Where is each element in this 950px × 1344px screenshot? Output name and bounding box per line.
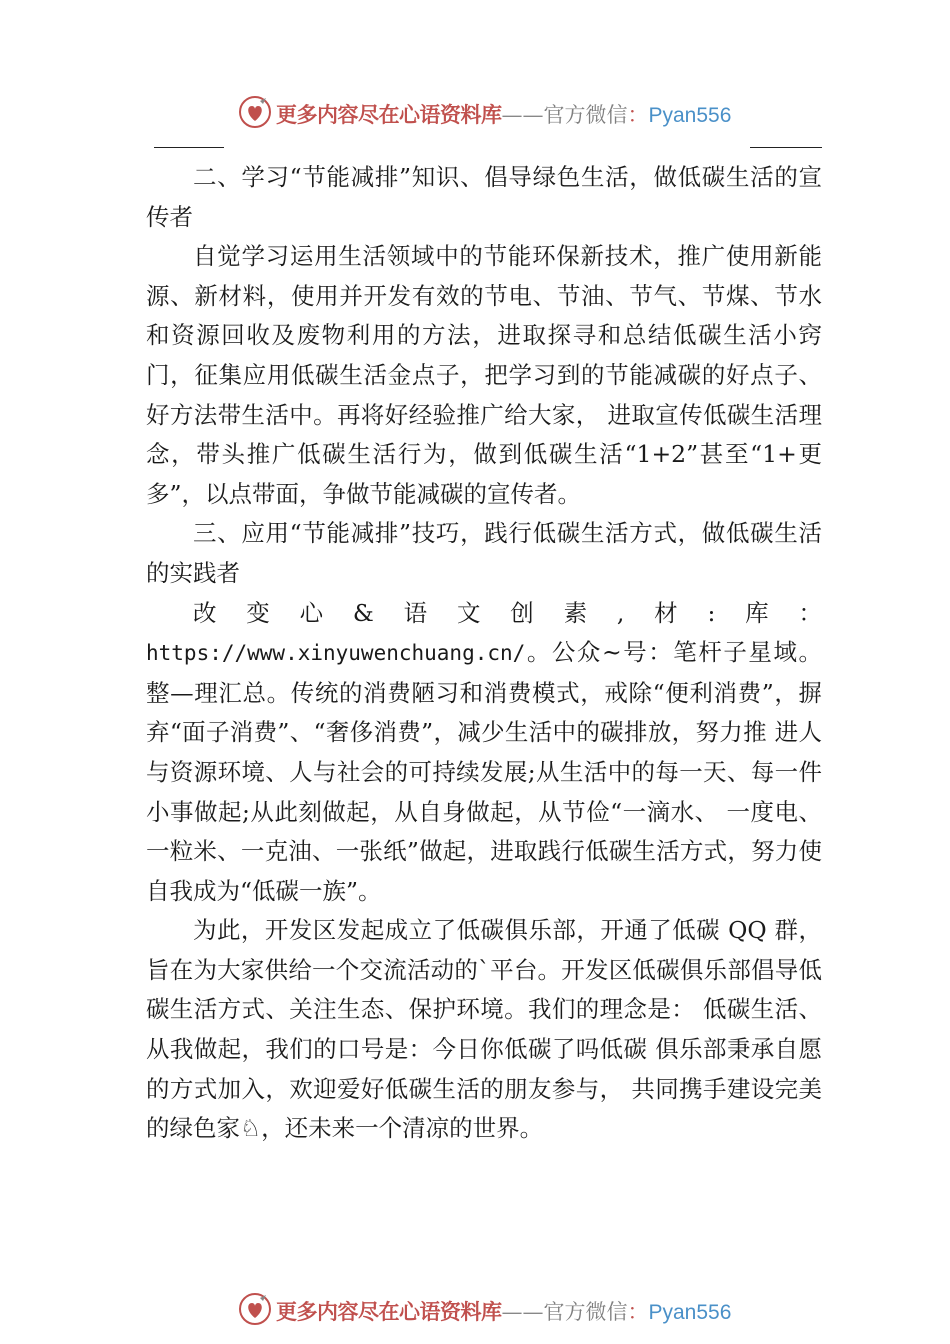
document-body [146,158,822,1149]
banner-site-name: 更多内容尽在心语资料库 [276,102,502,127]
heart-pen-logo-icon [238,95,272,129]
banner-wechat-id: Pyan556 [648,104,732,127]
paragraph: 自觉学习运用生活领域中的节能环保新技术，推广使用新能源、新材料，使用并开发有效的节电、节油、节气、节煤、节水和资源回收及废物利用的方法，进取探寻和总结低碳生活小窍门，征集应用低碳生活金点子，把学习到的节能减碳的好点子、好方法带生活中。再将好经验推广给大家， 进取宣传低碳生活理念，带头推广低碳生活行为，做到低碳生活“1+2”甚至“1+更多”，以点带面，争做节能减碳的宣传者。 [146,242,822,508]
banner-text [276,1296,731,1326]
paragraph-part: 改变心&语文创素,材:库： [193,598,822,627]
footer-banner [0,1290,950,1330]
section-heading-2: 二、学习“节能减排”知识、倡导绿色生活，做低碳生活的宣传者 [146,163,822,231]
url-link[interactable]: https://www.xinyuwenchuang.cn/ [146,641,526,666]
banner-wechat-label: 官方微信 [543,1300,628,1324]
header-rule-right [750,147,822,148]
paragraph-with-url [146,594,822,912]
section-heading-3: 三、应用“节能减排”技巧，践行低碳生活方式，做低碳生活的实践者 [146,519,822,587]
banner-colon: ： [627,1300,649,1324]
header-rule-left [154,147,224,148]
heart-pen-logo-icon [238,1292,272,1326]
banner-wechat-id: Pyan556 [648,1301,732,1324]
banner-colon: ： [627,103,649,127]
banner-dash: —— [501,1300,544,1324]
header-banner [0,93,950,133]
paragraph: 为此，开发区发起成立了低碳俱乐部，开通了低碳 QQ 群，旨在为大家供给一个交流活动的`平台。开发区低碳俱乐部倡导低碳生活方式、关注生态、保护环境。我们的理念是： 低碳生活、从我做起，我们的口号是：今日你低碳了吗低碳 俱乐部秉承自愿的方式加入，欢迎爱好低碳生活的朋友参与， 共同携手建设完美的绿色家♘，还未来一个清凉的世界。 [146,916,822,1143]
banner-site-name: 更多内容尽在心语资料库 [276,1299,502,1324]
banner-text [276,99,731,129]
banner-wechat-label: 官方微信 [543,103,628,127]
banner-dash: —— [501,103,544,127]
paragraph-part: 。公众~号：笔杆子星域。整—理汇总。传统的消费陋习和消费模式，戒除“便利消费”，摒 弃“面子消费”、“奢侈消费”，减少生活中的碳排放，努力推 进人与资源环境、人与社会的可持续发展;从生活中的每一天、每一件小事做起;从此刻做起，从自身做起，从节俭“一滴水、 一度电、一粒米、一克油、一张纸”做起，进取践行低碳生活方式，努力使自我成为“低碳一族”。 [146,638,822,905]
